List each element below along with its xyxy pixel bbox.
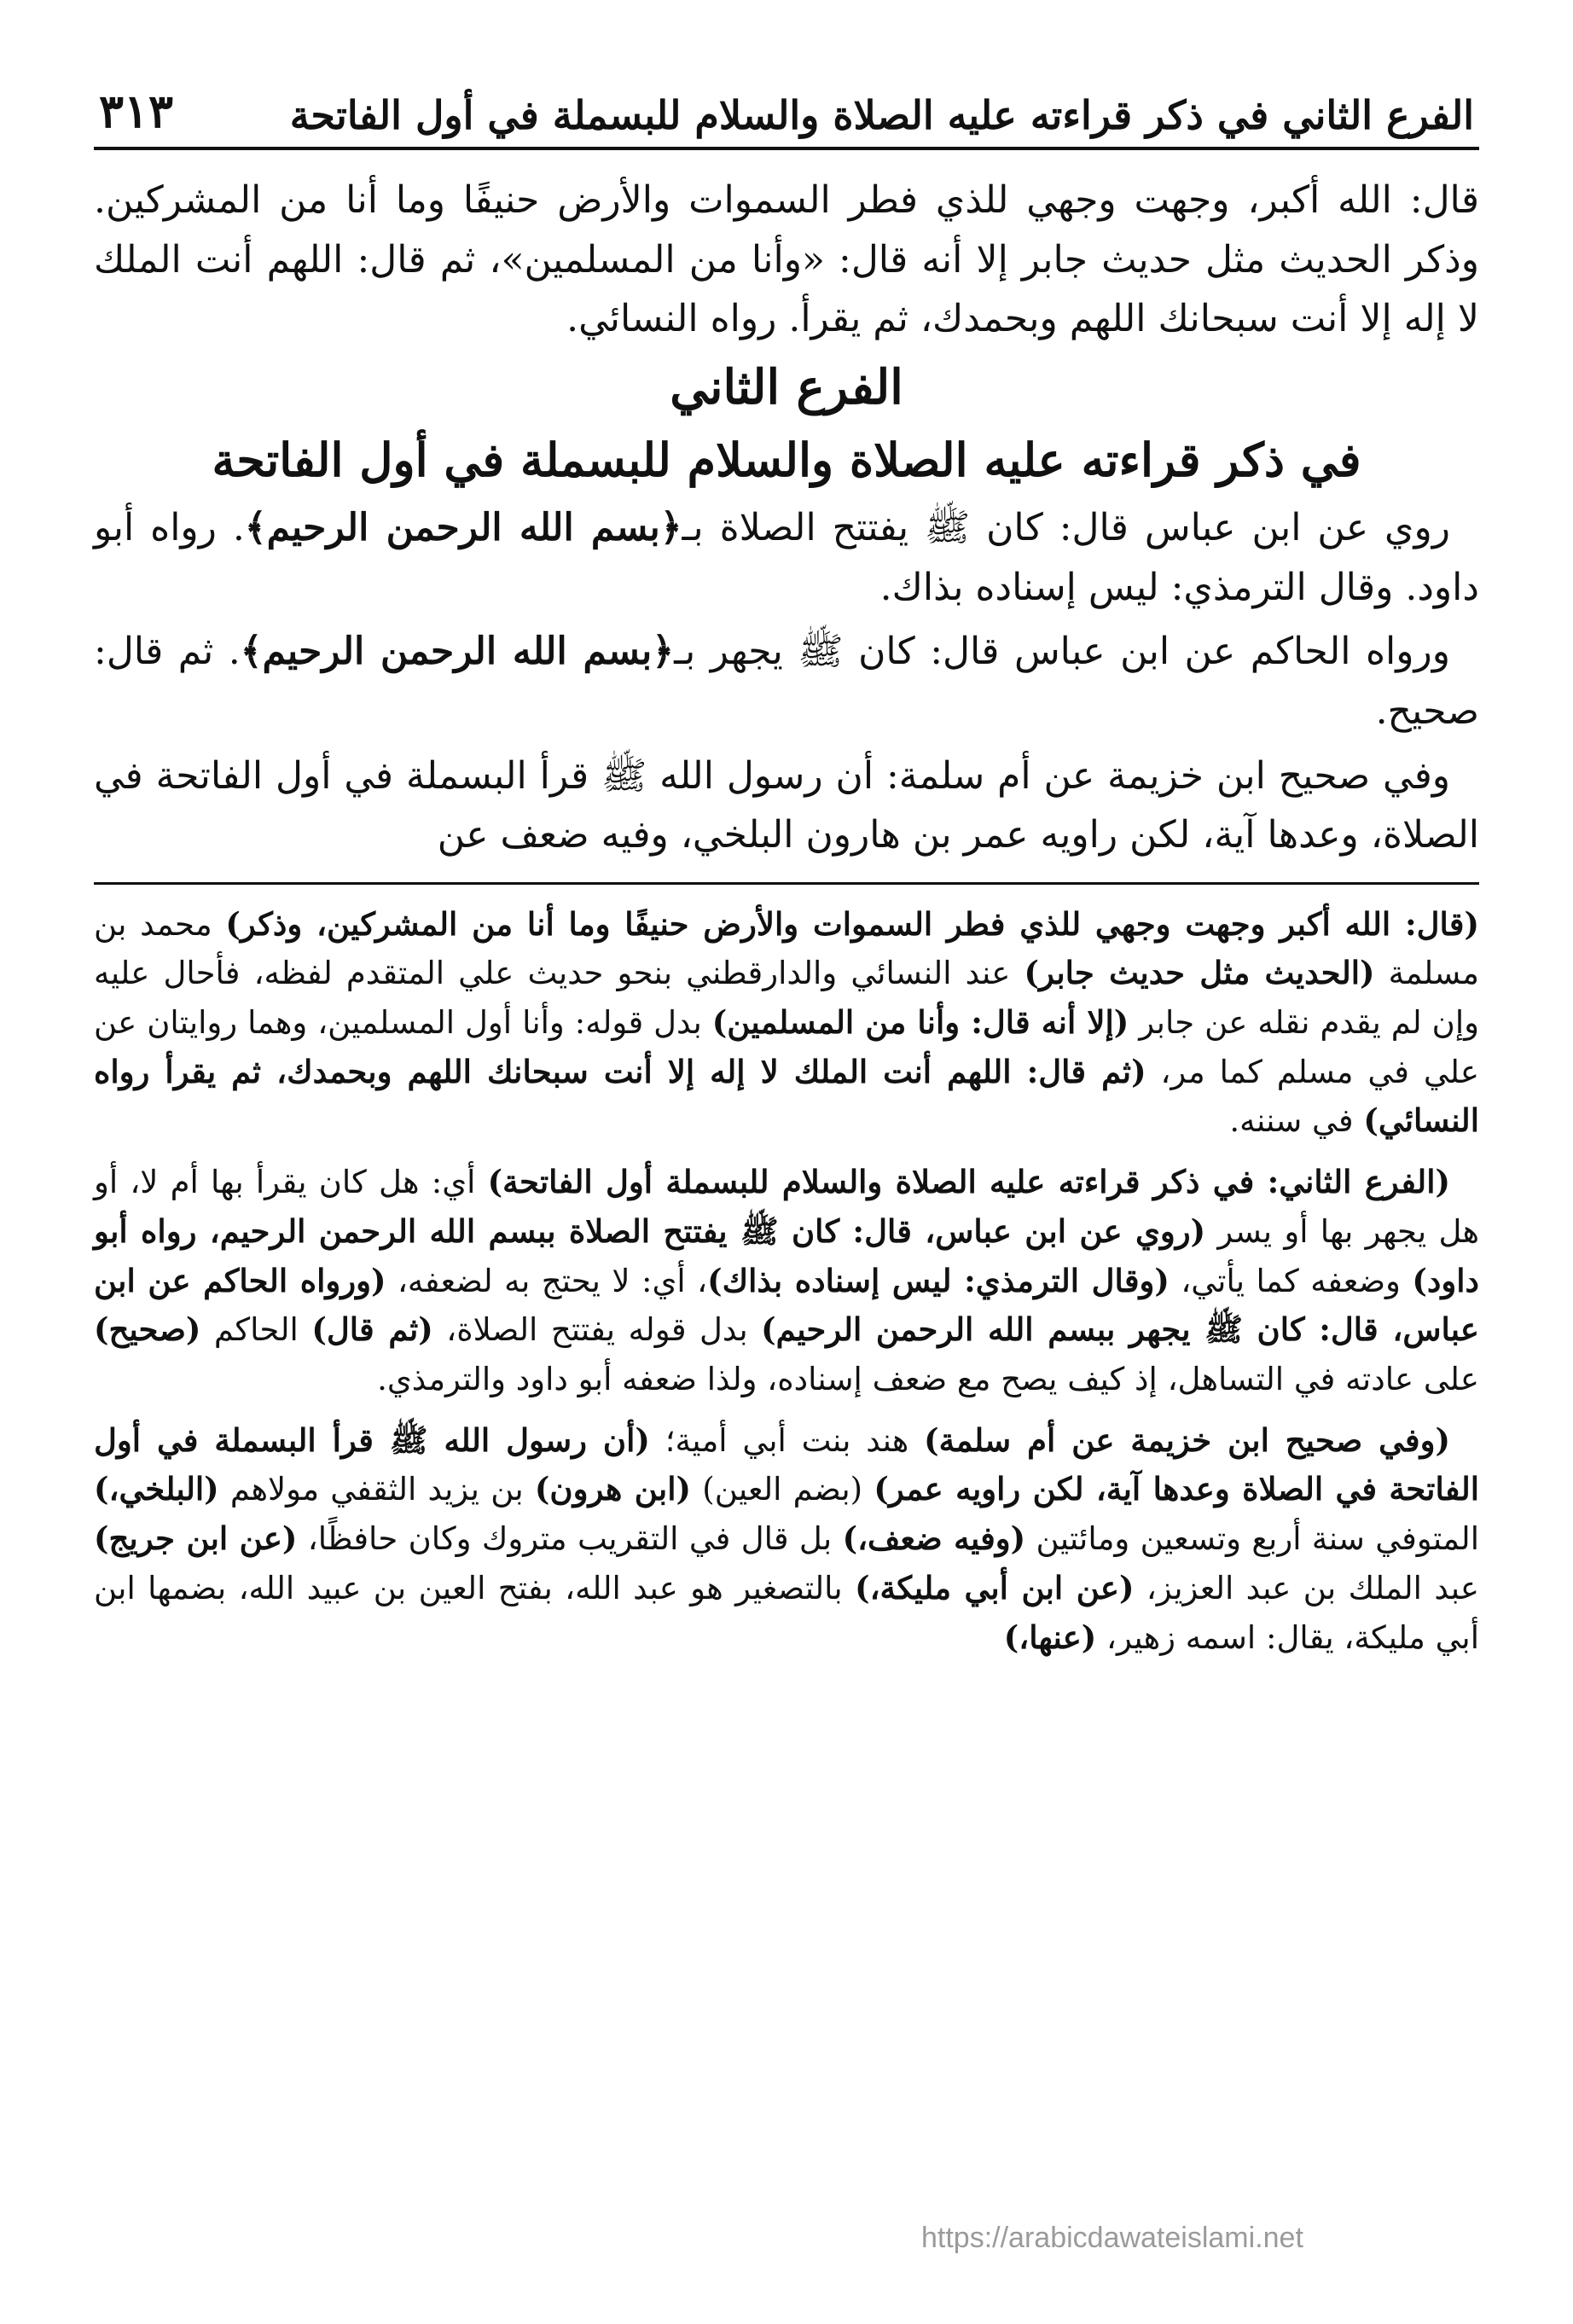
commentary-text: بدل قوله يفتتح الصلاة، [432, 1311, 762, 1349]
quoted-matn-text: (إلا أنه قال: وأنا من المسلمين) [711, 1002, 1129, 1041]
commentary-text: وضعفه كما يأتي، [1169, 1262, 1413, 1299]
commentary-text: (بضم العين) [691, 1471, 874, 1508]
intro-paragraph: قال: الله أكبر، وجهت وجهي للذي فطر السموات والأرض حنيفًا وما أنا من المشركين. وذكر الحديث مثل حديث جابر إلا أنه قال: «وأنا من المسلمين»، ثم قال: اللهم أنت الملك لا إله إلا أنت سبحانك اللهم وبحمدك، ثم يقرأ. رواه النسائي. [94, 178, 1479, 341]
watermark-url: https://arabicdawateislami.net [921, 2222, 1303, 2254]
paragraph-text: ورواه الحاكم عن ابن عباس قال: كان ﷺ يجهر بـ [674, 630, 1450, 674]
quoted-matn-text: (الحديث مثل حديث جابر) [1024, 954, 1375, 992]
section-heading-branch: الفرع الثاني [670, 358, 903, 415]
page-number: ٣١٣ [99, 84, 174, 138]
quoted-matn-text: (ابن هرون) [534, 1470, 692, 1508]
commentary-text: بل قال في التقريب متروك وكان حافظًا، [297, 1520, 843, 1558]
quoted-matn-text: (الفرع الثاني: في ذكر قراءته عليه الصلاة والسلام للبسملة أول الفاتحة) [487, 1163, 1450, 1201]
quoted-matn-text: (روي عن ابن عباس، قال: كان ﷺ يفتتح الصلاة ببسم الله الرحمن الرحيم، رواه أبو داود) [94, 1211, 1479, 1299]
paragraph-text: روي عن ابن عباس قال: كان ﷺ يفتتح الصلاة بـ [682, 506, 1450, 550]
running-title: الفرع الثاني في ذكر قراءته عليه الصلاة والسلام للبسملة في أول الفاتحة [289, 92, 1474, 138]
commentary-text: بن يزيد الثقفي مولاهم [218, 1471, 535, 1508]
paragraph-ibn-abbas [94, 498, 1479, 617]
quoted-matn-text: (ثم قال) [311, 1310, 433, 1349]
quoted-matn-text: (عن ابن جريج) [94, 1519, 298, 1558]
quoted-matn-text: (البلخي،) [94, 1470, 219, 1508]
commentary-paragraph [94, 1416, 1479, 1663]
quoted-matn-text: (ثم قال: اللهم أنت الملك لا إله إلا أنت سبحانك اللهم وبحمدك، ثم يقرأ رواه النسائي) [94, 1052, 1479, 1140]
quoted-matn-text: (صحيح) [94, 1310, 201, 1349]
commentary-text: عبد الملك بن عبد العزيز، [1134, 1569, 1479, 1606]
basmala-quote: ﴿بسم الله الرحمن الرحيم﴾ [240, 630, 675, 674]
paragraph-tail: . ثم قال: صحيح. [94, 630, 1479, 733]
paragraph-hakim [94, 622, 1479, 741]
footnote-divider [94, 882, 1479, 885]
commentary-section [94, 900, 1479, 1663]
quoted-matn-text: (وقال الترمذي: ليس إسناده بذاك) [707, 1261, 1170, 1299]
quoted-matn-text: (قال: الله أكبر وجهت وجهي للذي فطر السموات والأرض حنيفًا وما أنا من المشركين، وذكر) [225, 904, 1479, 943]
main-text [94, 171, 1479, 865]
commentary-text: عند النسائي والدارقطني بنحو حديث علي المتقدم لفظه، فأحال عليه وإن لم يقدم نقله عن جابر [94, 955, 1479, 1041]
quoted-matn-text: (عن ابن أبي مليكة،) [855, 1568, 1135, 1606]
quoted-matn-text: (ورواه الحاكم عن ابن عباس، قال: كان ﷺ يجهر ببسم الله الرحمن الرحيم) [94, 1261, 1479, 1349]
commentary-text: بالتصغير هو عبد الله، بفتح العين بن عبيد الله، بضمها ابن أبي مليكة، يقال: اسمه زهير، [94, 1569, 1479, 1656]
section-heading-subject: في ذكر قراءته عليه الصلاة والسلام للبسملة في أول الفاتحة [212, 433, 1361, 488]
paragraph-ibn-khuzaymah: وفي صحيح ابن خزيمة عن أم سلمة: أن رسول الله ﷺ قرأ البسملة في أول الفاتحة في الصلاة، وعدها آية، لكن راويه عمر بن هارون البلخي، وفيه ضعف عن [94, 753, 1479, 857]
commentary-paragraph [94, 900, 1479, 1147]
paragraph-tail: . رواه أبو داود. وقال الترمذي: ليس إسناده بذاك. [94, 506, 1479, 609]
commentary-text: المتوفي سنة أربع وتسعين ومائتين [1025, 1520, 1479, 1558]
commentary-text: هند بنت أبي أمية؛ [649, 1421, 925, 1459]
quoted-matn-text: (وفيه ضعف،) [842, 1519, 1026, 1558]
quoted-matn-text: (وفي صحيح ابن خزيمة عن أم سلمة) [924, 1421, 1450, 1459]
page-header [94, 77, 1479, 150]
commentary-text: أي: هل كان يقرأ بها أم لا، أو هل يجهر بها أو يسر [94, 1164, 1480, 1250]
basmala-quote: ﴿بسم الله الرحمن الرحيم﴾ [244, 506, 682, 550]
commentary-text: على عادته في التساهل، إذ كيف يصح مع ضعف إسناده، ولذا ضعفه أبو داود والترمذي. [377, 1361, 1479, 1397]
quoted-matn-text: (أن رسول الله ﷺ قرأ البسملة في أول الفاتحة في الصلاة وعدها آية، لكن راويه عمر) [94, 1421, 1479, 1508]
commentary-text: بدل قوله: وأنا أول المسلمين، وهما روايتان عن علي في مسلم كما مر، [94, 1003, 1479, 1090]
commentary-text: محمد بن مسلمة [94, 905, 1479, 992]
commentary-paragraph [94, 1158, 1479, 1404]
commentary-text: الحاكم [200, 1311, 312, 1349]
quoted-matn-text: (عنها،) [1003, 1618, 1097, 1656]
commentary-text: ، أي: لا يحتج به لضعفه، [386, 1262, 708, 1299]
commentary-text: في سننه. [1229, 1102, 1364, 1140]
